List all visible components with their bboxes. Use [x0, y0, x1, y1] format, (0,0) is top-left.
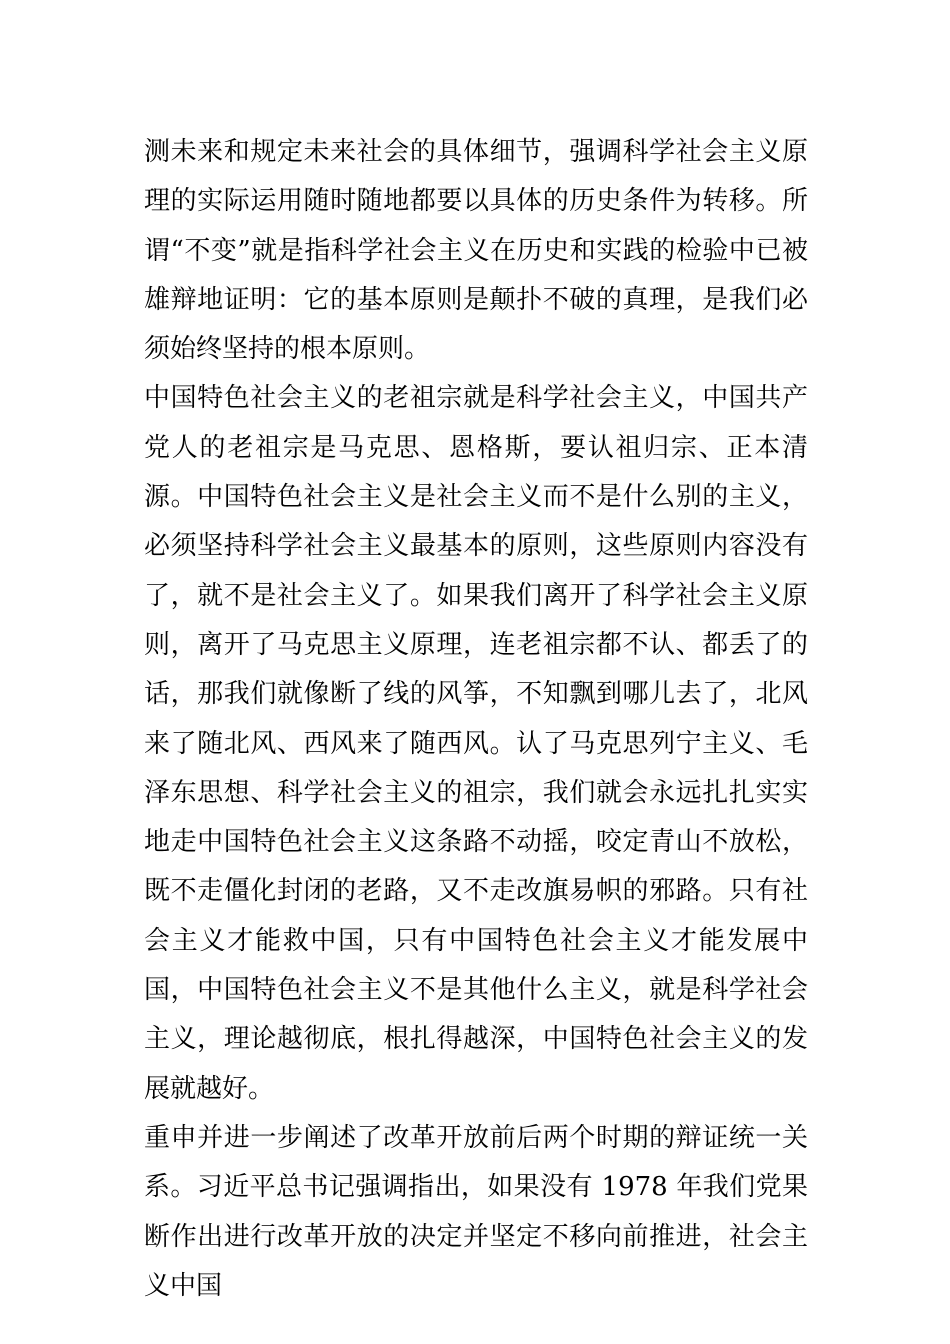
paragraph-1: 测未来和规定未来社会的具体细节，强调科学社会主义原理的实际运用随时随地都要以具体的历史条件为转移。所谓“不变”就是指科学社会主义在历史和实践的检验中已被雄辩地证明：它的基本原则是颠扑不破的真理，是我们必须始终坚持的根本原则。: [144, 137, 808, 365]
paragraph-3: 重申并进一步阐述了改革开放前后两个时期的辩证统一关系。习近平总书记强调指出，如果没有 1978 年我们党果断作出进行改革开放的决定并坚定不移向前推进，社会主义中国: [144, 1122, 808, 1301]
document-body: [144, 128, 808, 1311]
paragraph-2: 中国特色社会主义的老祖宗就是科学社会主义，中国共产党人的老祖宗是马克思、恩格斯，要认祖归宗、正本清源。中国特色社会主义是社会主义而不是什么别的主义，必须坚持科学社会主义最基本的原则，这些原则内容没有了，就不是社会主义了。如果我们离开了科学社会主义原则，离开了马克思主义原理，连老祖宗都不认、都丢了的话，那我们就像断了线的风筝，不知飘到哪儿去了，北风来了随北风、西风来了随西风。认了马克思列宁主义、毛泽东思想、科学社会主义的祖宗，我们就会永远扎扎实实地走中国特色社会主义这条路不动摇，咬定青山不放松，既不走僵化封闭的老路，又不走改旗易帜的邪路。只有社会主义才能救中国，只有中国特色社会主义才能发展中国，中国特色社会主义不是其他什么主义，就是科学社会主义，理论越彻底，根扎得越深，中国特色社会主义的发展就越好。: [144, 383, 808, 1104]
